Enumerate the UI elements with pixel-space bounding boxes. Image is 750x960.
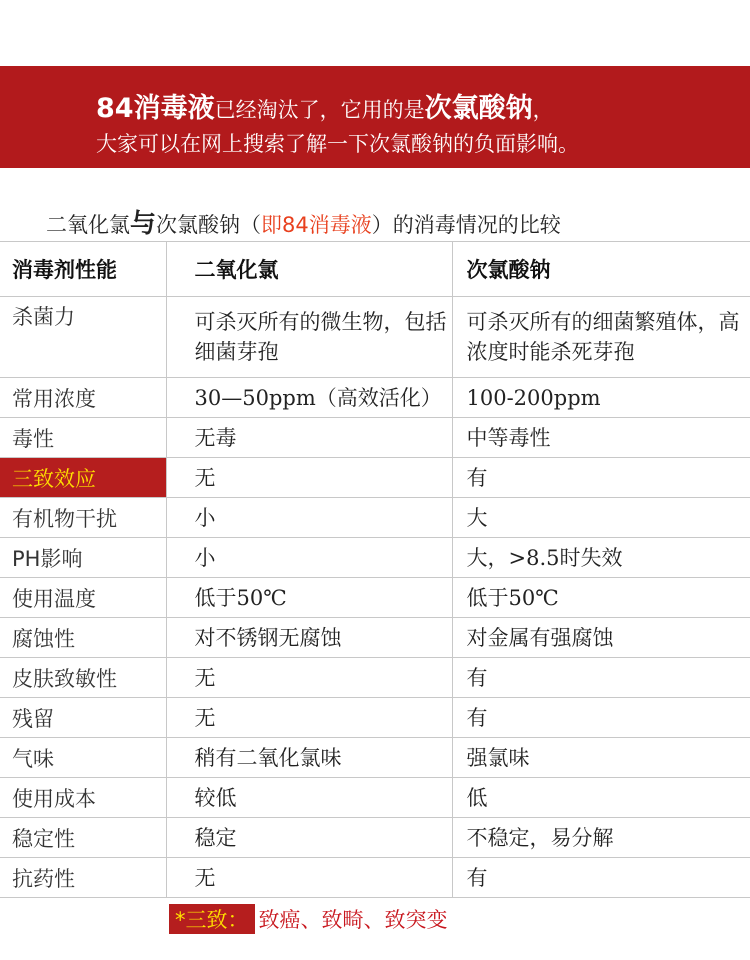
row-chlorine-dioxide-value: 对不锈钢无腐蚀	[166, 618, 452, 658]
row-sodium-hypochlorite-value: 有	[452, 458, 750, 498]
table-row	[0, 658, 750, 698]
row-chlorine-dioxide-value: 小	[166, 538, 452, 578]
row-sodium-hypochlorite-value: 有	[452, 698, 750, 738]
row-chlorine-dioxide-value: 无毒	[166, 418, 452, 458]
row-property: 使用成本	[0, 778, 166, 818]
row-sodium-hypochlorite-value: 对金属有强腐蚀	[452, 618, 750, 658]
banner-84-disinfectant: 84消毒液	[96, 93, 215, 124]
row-sodium-hypochlorite-value: 中等毒性	[452, 418, 750, 458]
three-effects-footnote	[169, 904, 448, 934]
header-property: 消毒剂性能	[0, 242, 166, 297]
warning-banner	[0, 66, 750, 168]
row-chlorine-dioxide-value: 低于50℃	[166, 578, 452, 618]
subtitle-rest: ）的消毒情况的比较	[371, 213, 561, 237]
table-header-row	[0, 242, 750, 297]
row-sodium-hypochlorite-value: 大，>8.5时失效	[452, 538, 750, 578]
table-row	[0, 738, 750, 778]
row-property: 抗药性	[0, 858, 166, 898]
row-property-highlighted: 三致效应	[0, 458, 166, 498]
row-sodium-hypochlorite-value: 可杀灭所有的细菌繁殖体，高浓度时能杀死芽孢	[452, 297, 750, 378]
row-property: 腐蚀性	[0, 618, 166, 658]
row-chlorine-dioxide-value: 无	[166, 698, 452, 738]
table-row	[0, 618, 750, 658]
row-property: 稳定性	[0, 818, 166, 858]
row-property: 气味	[0, 738, 166, 778]
row-chlorine-dioxide-value: 30—50ppm（高效活化）	[166, 378, 452, 418]
header-chlorine-dioxide: 二氧化氯	[166, 242, 452, 297]
row-property: 有机物干扰	[0, 498, 166, 538]
banner-comma: ，	[532, 98, 554, 122]
subtitle-sodium-hypochlorite: 次氯酸钠（	[156, 213, 262, 237]
banner-line-2: 大家可以在网上搜索了解一下次氯酸钠的负面影响。	[96, 132, 579, 156]
row-property: 残留	[0, 698, 166, 738]
comparison-table	[0, 241, 750, 898]
row-sodium-hypochlorite-value: 低于50℃	[452, 578, 750, 618]
footnote-tag: *三致：	[169, 904, 255, 934]
banner-sodium-hypochlorite: 次氯酸钠	[424, 93, 533, 124]
row-property: PH影响	[0, 538, 166, 578]
row-chlorine-dioxide-value: 小	[166, 498, 452, 538]
table-row	[0, 378, 750, 418]
row-property: 皮肤致敏性	[0, 658, 166, 698]
table-row	[0, 297, 750, 378]
table-row	[0, 818, 750, 858]
row-property: 毒性	[0, 418, 166, 458]
row-chlorine-dioxide-value: 无	[166, 658, 452, 698]
row-sodium-hypochlorite-value: 低	[452, 778, 750, 818]
row-sodium-hypochlorite-value: 不稳定，易分解	[452, 818, 750, 858]
row-chlorine-dioxide-value: 稍有二氧化氯味	[166, 738, 452, 778]
row-chlorine-dioxide-value: 无	[166, 458, 452, 498]
row-chlorine-dioxide-value: 无	[166, 858, 452, 898]
row-sodium-hypochlorite-value: 100-200ppm	[452, 378, 750, 418]
table-row	[0, 778, 750, 818]
table-row	[0, 698, 750, 738]
header-sodium-hypochlorite: 次氯酸钠	[452, 242, 750, 297]
row-chlorine-dioxide-value: 稳定	[166, 818, 452, 858]
footnote-text: 致癌、致畸、致突变	[258, 908, 448, 932]
comparison-subtitle	[46, 203, 561, 240]
row-sodium-hypochlorite-value: 强氯味	[452, 738, 750, 778]
row-sodium-hypochlorite-value: 有	[452, 858, 750, 898]
table-row	[0, 538, 750, 578]
row-property: 常用浓度	[0, 378, 166, 418]
row-property: 使用温度	[0, 578, 166, 618]
table-row	[0, 578, 750, 618]
table-row	[0, 458, 750, 498]
subtitle-84-disinfectant: 即84消毒液	[261, 213, 372, 237]
table-row	[0, 418, 750, 458]
table-row	[0, 498, 750, 538]
row-sodium-hypochlorite-value: 大	[452, 498, 750, 538]
row-chlorine-dioxide-value: 较低	[166, 778, 452, 818]
row-property: 杀菌力	[0, 297, 166, 378]
row-chlorine-dioxide-value: 可杀灭所有的微生物，包括细菌芽孢	[166, 297, 452, 378]
row-sodium-hypochlorite-value: 有	[452, 658, 750, 698]
banner-phased-out-text: 已经淘汰了，它用的是	[214, 98, 425, 122]
table-row	[0, 858, 750, 898]
subtitle-and: 与	[130, 209, 157, 239]
subtitle-chlorine-dioxide: 二氧化氯	[46, 213, 130, 237]
banner-line-1	[96, 86, 554, 125]
